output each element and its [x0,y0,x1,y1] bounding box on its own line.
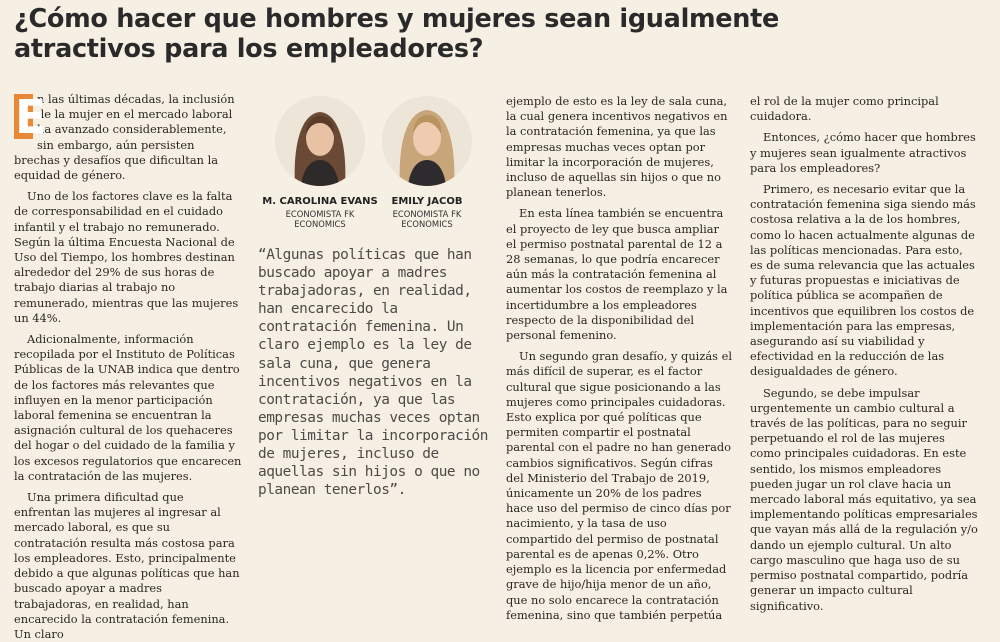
paragraph: Segundo, se debe impulsar urgentemente un cambio cultural a través de las políticas, para no seguir perpetuando el rol de las mujeres como principales cuidadoras. En este sentido, los mismos empleadores pueden jugar un rol clave hacia un mercado laboral más equitativo, ya sea implementando políticas empresariales que vayan más allá de la regulación y/o dando un ejemplo cultural. Un alto cargo masculino que haga uso de su permiso postnatal compartido, podría generar un impacto cultural significativo. [750,385,978,613]
paragraph: Primero, es necesario evitar que la contratación femenina siga siendo más costosa relativa a la de los hombres, como lo hacen actualmente algunas de las políticas mencionadas. Para esto, es de suma relevancia que las actuales y futuras propuestas e iniciativas de política pública se acompañen de incentivos que equilibren los costos de implementación para las empresas, asegurando así su viabilidad y efectividad en la reducción de las desigualdades de género. [750,182,976,379]
paragraph: Adicionalmente, información recopilada por el Instituto de Políticas Públicas de la UNAB indica que dentro de los factores más relevantes que influyen en la menor participación laboral femenina se encuentran la asignación cultural de los quehaceres del hogar o del cuidado de la familia y los excesos regulatorios que encarecen la contratación de las mujeres. [14,332,242,483]
paragraph: Uno de los factores clave es la falta de corresponsabilidad en el cuidado infantil y el trabajo no remunerado. Según la última Encuesta Nacional de Uso del Tiempo, los hombres destinan alrededor del 29% de sus horas de trabajo diarias al trabajo no remunerado, mientras que las mujeres un 44%. [14,189,239,325]
author-photo-jacob [382,96,472,186]
author-photo-evans [275,96,365,186]
title-line-1: ¿Cómo hacer que hombres y mujeres sean igualmente [14,4,780,34]
article-title [14,4,994,64]
column-3 [506,94,732,623]
author-role: ECONOMISTA FK ECONOMICS [285,209,355,229]
paragraph: ejemplo de esto es la ley de sala cuna, la cual genera incentivos negativos en la contratación femenina, ya que las empresas muchas veces optan por limitar la incorporación de mujeres, incluso de aquellas sin hijos o que no planean tenerlos. [506,94,728,200]
column-4 [750,94,978,614]
paragraph: En esta línea también se encuentra el proyecto de ley que busca ampliar el permiso postnatal parental de 12 a 28 semanas, lo que podría encarecer aún más la contratación femenina al aumentar los costos de reemplazo y la incertidumbre a los empleadores respecto de la disponibilidad del personal femenino. [506,206,728,343]
paragraph: Entonces, ¿cómo hacer que hombres y mujeres sean igualmente atractivos para los empleadores? [750,130,976,175]
pull-quote: “Algunas políticas que han buscado apoyar a madres trabajadoras, en realidad, han encarecido la contratación femenina. Un claro ejemplo es la ley de sala cuna, que genera incentivos negativos en la contratación, ya que las empresas muchas veces optan por limitar la incorporación de mujeres, incluso de aquellas sin hijos o que no planean tenerlos”. [258,247,488,499]
author-name: M. CAROLINA EVANS [262,196,378,207]
title-line-2: atractivos para los empleadores? [14,34,484,64]
paragraph: Un segundo gran desafío, y quizás el más difícil de superar, es el factor cultural que sigue posicionando a las mujeres como principales cuidadoras. Esto explica por qué políticas que permiten compartir el postnatal parental con el padre no han generado cambios significativos. Según cifras del Ministerio del Trabajo de 2019, únicamente un 20% de los padres hace uso del permiso de cinco días por nacimiento, y la tasa de uso compartido del permiso de postnatal parental es de apenas 0,2%. Otro ejemplo es la licencia por enfermedad grave de hijo/hija menor de un año, que no solo encarece la contratación femenina, sino que también perpetúa [506,349,732,622]
paragraph: E n las últimas décadas, la inclusión de la mujer en el mercado laboral ha avanzado considerablemente, sin embargo, aún persisten brechas y desafíos que dificultan la equidad de género. [14,90,235,183]
paragraph: el rol de la mujer como principal cuidadora. [750,94,939,124]
dropcap: E [15,90,47,144]
author-role: ECONOMISTA FK ECONOMICS [392,209,462,229]
column-1 [14,92,242,642]
paragraph: Una primera dificultad que enfrentan las mujeres al ingresar al mercado laboral, es que su contratación resulta más costosa para los empleadores. Esto, principalmente debido a que algunas políticas que han buscado apoyar a madres trabajadoras, en realidad, han encarecido la contratación femenina. Un claro [14,490,240,641]
author-name: EMILY JACOB [391,196,463,207]
